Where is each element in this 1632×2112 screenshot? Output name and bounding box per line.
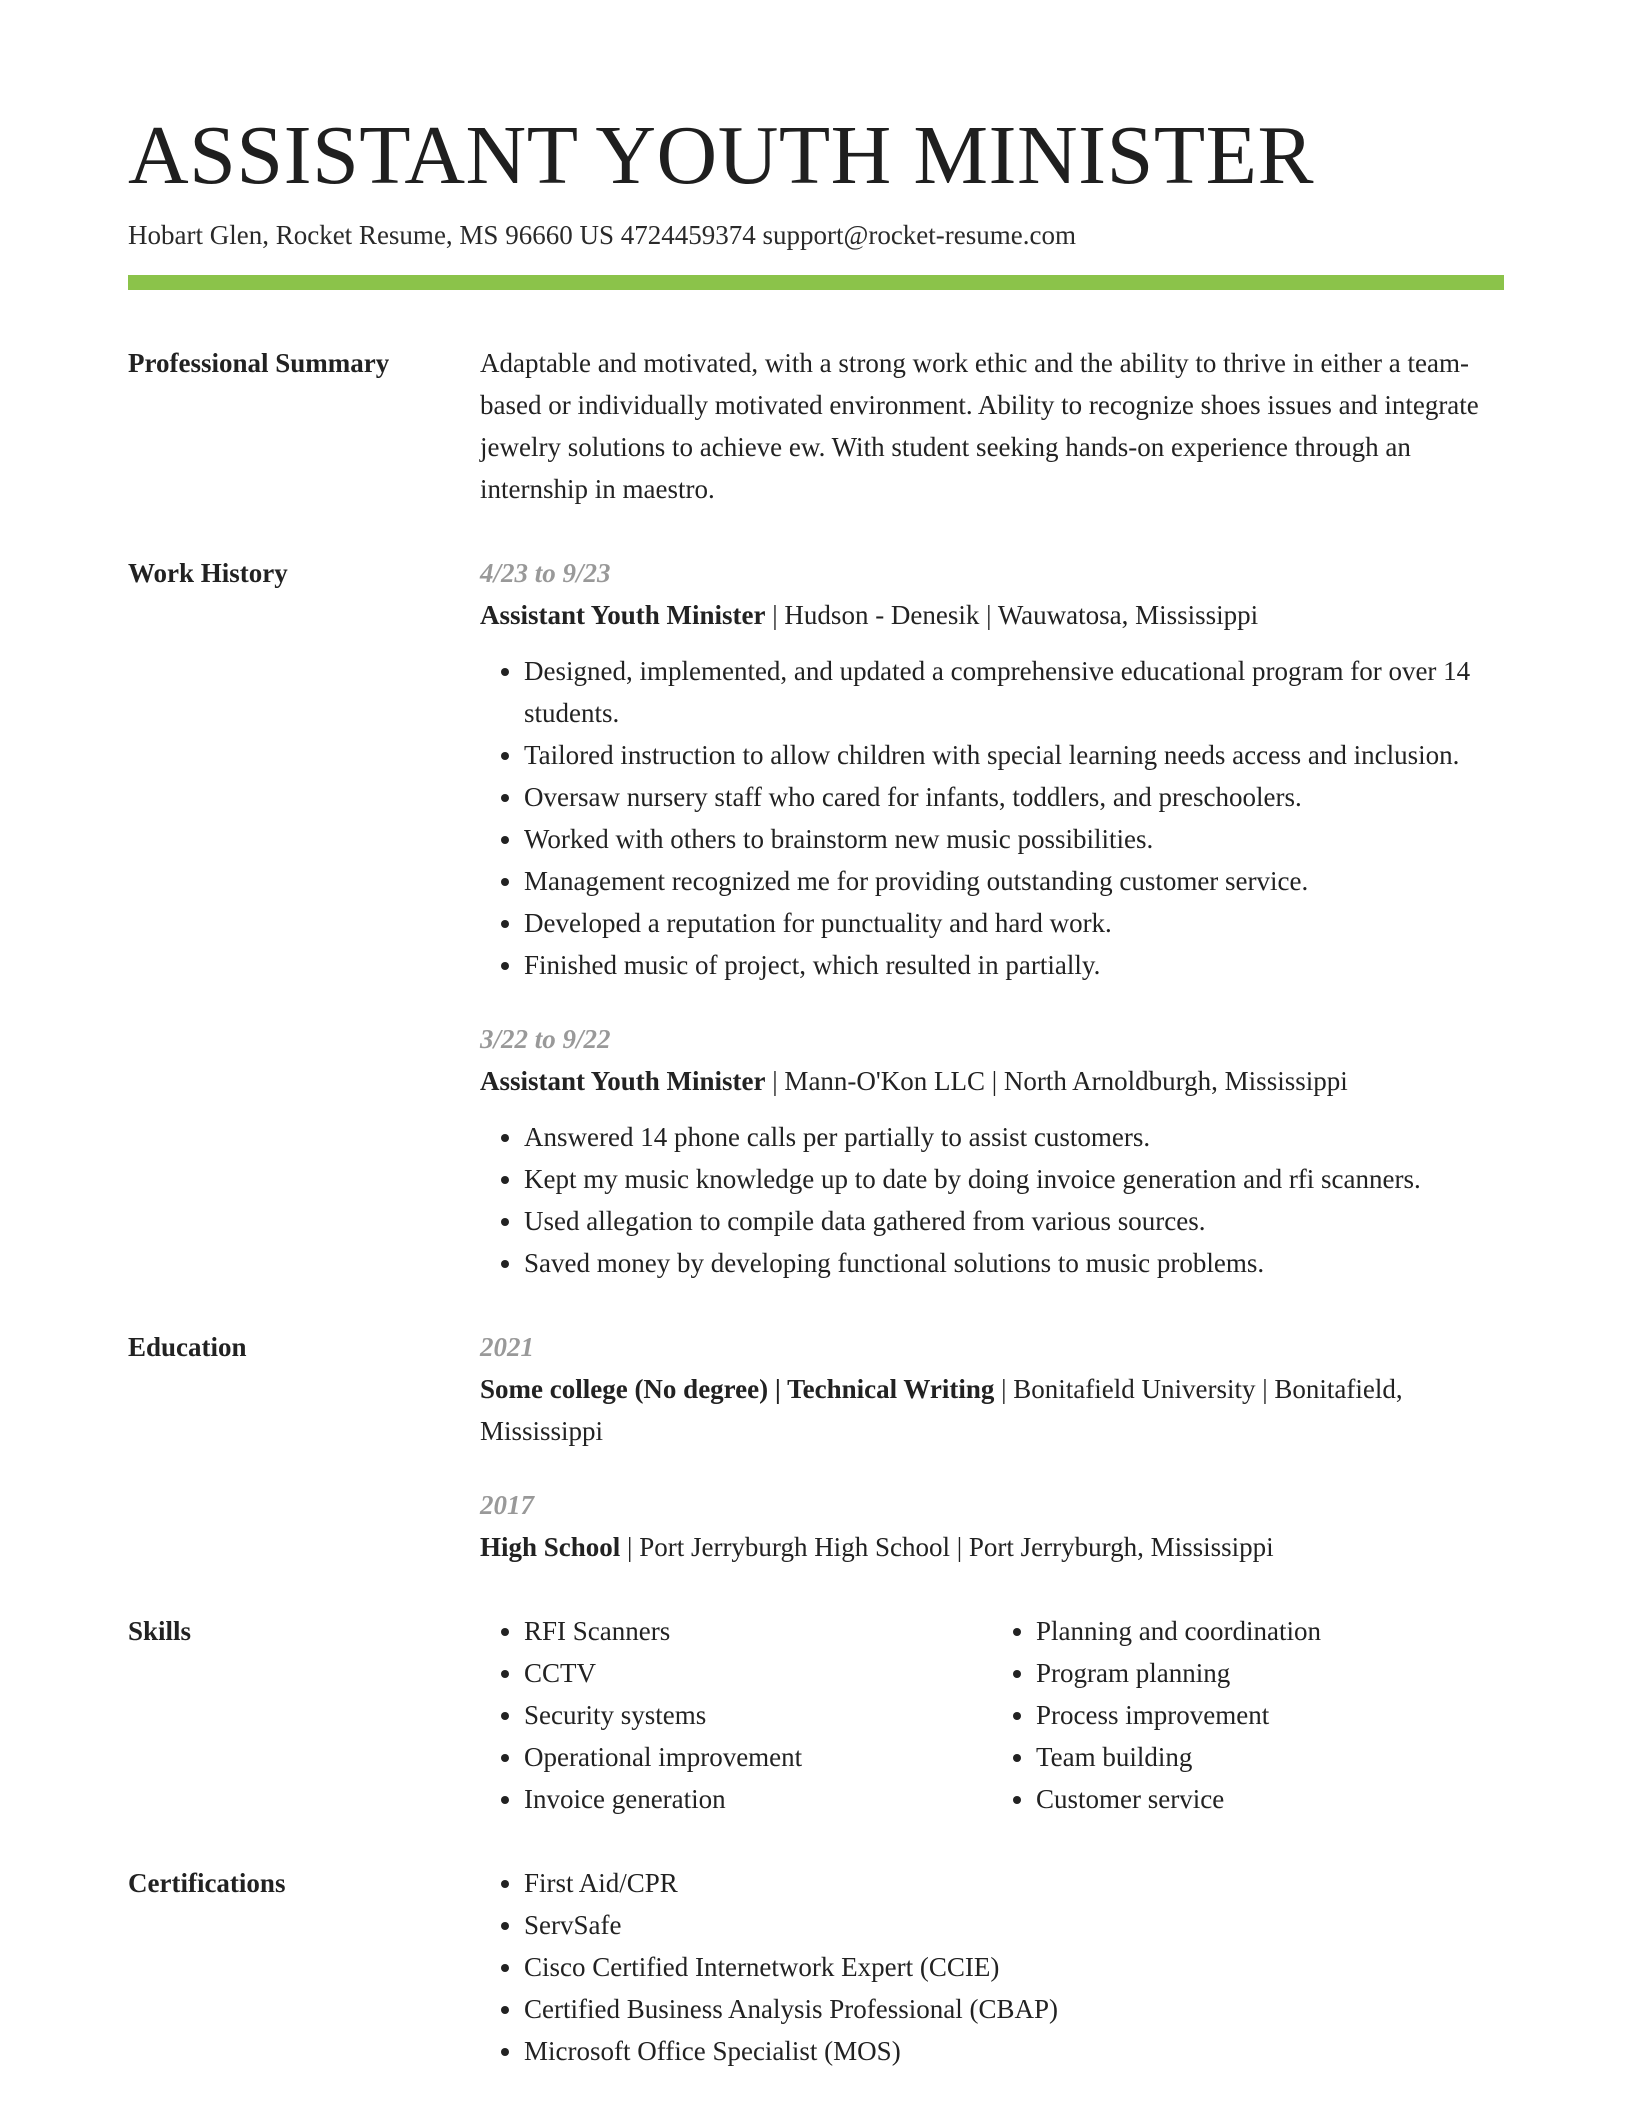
education-details: | Bonitafield University | Bonitafield, Mississippi (480, 1374, 1403, 1447)
summary-text: Adaptable and motivated, with a strong work ethic and the ability to thrive in either a team-based or individually motivated environment. Ability to recognize shoes issues and integrate jewelry solutions to achieve ew. With student seeking hands-on experience through an internship in maestro. (480, 348, 1479, 505)
education-year: 2021 (480, 1332, 534, 1363)
list-item: • Microsoft Office Specialist (MOS) (524, 2030, 1504, 2072)
education-details: | Port Jerryburgh High School | Port Jerryburgh, Mississippi (620, 1532, 1274, 1563)
work-history-section (128, 552, 1504, 1284)
list-item: • Planning and coordination (1036, 1610, 1504, 1652)
list-item: • Oversaw nursery staff who cared for infants, toddlers, and preschoolers. (524, 776, 1504, 818)
job-heading (480, 1060, 1504, 1102)
list-item: • RFI Scanners (524, 1610, 992, 1652)
education-entry (480, 1326, 1504, 1452)
list-item: • Certified Business Analysis Professional (CBAP) (524, 1988, 1504, 2030)
section-label-summary: Professional Summary (128, 348, 390, 379)
education-section (128, 1326, 1504, 1568)
job-entry (480, 1018, 1504, 1284)
skills-section (128, 1610, 1504, 1820)
list-item: • Developed a reputation for punctuality and hard work. (524, 902, 1504, 944)
list-item: • Invoice generation (524, 1778, 992, 1820)
list-item: • Management recognized me for providing outstanding customer service. (524, 860, 1504, 902)
list-item: • Answered 14 phone calls per partially to assist customers. (524, 1116, 1504, 1158)
list-item: • Customer service (1036, 1778, 1504, 1820)
summary-section (128, 342, 1504, 510)
list-item: • CCTV (524, 1652, 992, 1694)
contact-line: Hobart Glen, Rocket Resume, MS 96660 US 4724459374 support@rocket-resume.com (128, 220, 1076, 251)
certifications-section (128, 1862, 1504, 2072)
skills-list-left (480, 1610, 992, 1820)
resume-name: ASSISTANT YOUTH MINISTER (128, 109, 1314, 202)
job-heading (480, 594, 1504, 636)
list-item: • Operational improvement (524, 1736, 992, 1778)
education-heading (480, 1368, 1504, 1452)
list-item: • Team building (1036, 1736, 1504, 1778)
list-item: • Worked with others to brainstorm new music possibilities. (524, 818, 1504, 860)
section-label-skills: Skills (128, 1616, 192, 1647)
certifications-list (480, 1862, 1504, 2072)
job-dates: 4/23 to 9/23 (480, 558, 611, 589)
job-bullets (480, 650, 1504, 986)
education-degree: Some college (No degree) | Technical Writing (480, 1374, 995, 1405)
education-year: 2017 (480, 1490, 534, 1521)
list-item: • Kept my music knowledge up to date by doing invoice generation and rfi scanners. (524, 1158, 1504, 1200)
list-item: • Designed, implemented, and updated a comprehensive educational program for over 14 students. (524, 650, 1504, 734)
header-divider (128, 275, 1504, 290)
job-dates: 3/22 to 9/22 (480, 1024, 611, 1055)
list-item: • Process improvement (1036, 1694, 1504, 1736)
list-item: • Program planning (1036, 1652, 1504, 1694)
list-item: • Saved money by developing functional solutions to music problems. (524, 1242, 1504, 1284)
skills-list-right (992, 1610, 1504, 1820)
job-title: Assistant Youth Minister (480, 1066, 766, 1097)
job-bullets (480, 1116, 1504, 1284)
list-item: • Security systems (524, 1694, 992, 1736)
list-item: • Cisco Certified Internetwork Expert (CCIE) (524, 1946, 1504, 1988)
section-label-work-history: Work History (128, 558, 288, 589)
job-details: | Hudson - Denesik | Wauwatosa, Mississippi (765, 600, 1259, 631)
job-entry (480, 552, 1504, 986)
list-item: • Tailored instruction to allow children with special learning needs access and inclusion. (524, 734, 1504, 776)
education-heading (480, 1526, 1504, 1568)
list-item: • Finished music of project, which resulted in partially. (524, 944, 1504, 986)
list-item: • ServSafe (524, 1904, 1504, 1946)
education-degree: High School (480, 1532, 621, 1563)
job-title: Assistant Youth Minister (480, 600, 766, 631)
section-label-education: Education (128, 1332, 247, 1363)
education-entry (480, 1484, 1504, 1568)
list-item: • First Aid/CPR (524, 1862, 1504, 1904)
list-item: • Used allegation to compile data gathered from various sources. (524, 1200, 1504, 1242)
skills-grid (480, 1610, 1504, 1820)
section-label-certifications: Certifications (128, 1868, 286, 1899)
resume-page (128, 110, 1504, 2072)
job-details: | Mann-O'Kon LLC | North Arnoldburgh, Mississippi (765, 1066, 1348, 1097)
